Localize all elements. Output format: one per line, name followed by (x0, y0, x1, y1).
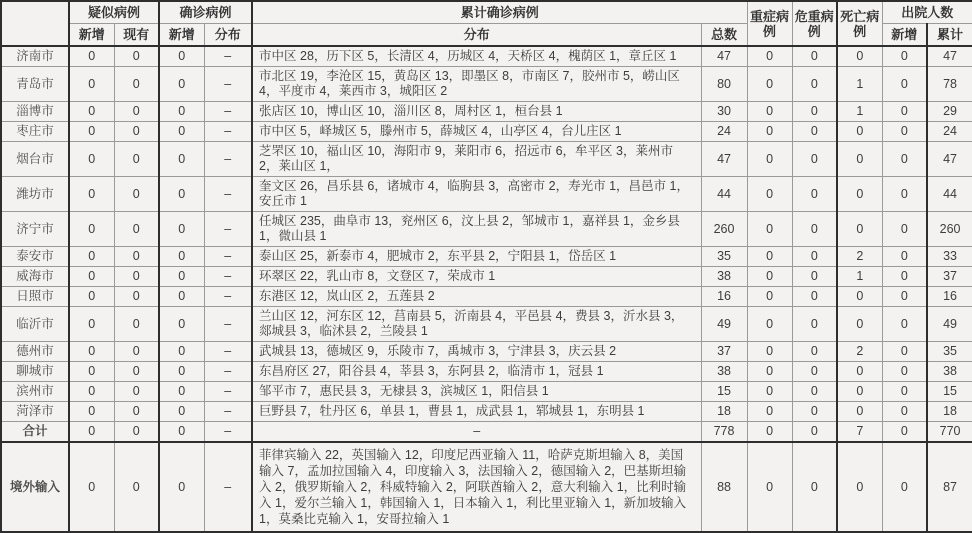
value-cell: 0 (837, 442, 882, 532)
distribution-cell: 武城县 13，德城区 9，乐陵市 7，禹城市 3，宁津县 3，庆云县 2 (252, 342, 701, 362)
value-cell: – (204, 422, 252, 443)
value-cell: 0 (114, 177, 159, 212)
distribution-cell: – (252, 422, 701, 443)
value-cell: 47 (927, 46, 972, 67)
distribution-cell: 菲律宾输入 22，英国输入 12，印度尼西亚输入 11，哈萨克斯坦输入 8，美国输入 7，孟加拉国输入 4，印度输入 3，法国输入 2，德国输入 2，巴基斯坦输入 2，俄罗斯输入 2，科威特输入 2，阿联酋输入 2，意大利输入 1，比利时输入 1，爱尔兰输入 1，韩国输入 1，日本输入 1，利比里亚输入 1，新加坡输入 1，莫桑比克输入 1，安哥拉输入 1 (252, 442, 701, 532)
table-row (1, 287, 972, 307)
cumulative-distribution-header: 分布 (252, 24, 701, 47)
value-cell: 15 (927, 382, 972, 402)
value-cell: 0 (69, 287, 114, 307)
value-cell: 0 (114, 67, 159, 102)
value-cell: 0 (747, 177, 792, 212)
table-row (1, 362, 972, 382)
value-cell: 0 (159, 422, 204, 443)
value-cell: 0 (747, 122, 792, 142)
value-cell: 0 (837, 382, 882, 402)
distribution-cell: 市中区 28，历下区 5，长清区 4，历城区 4，天桥区 4，槐荫区 1，章丘区 1 (252, 46, 701, 67)
value-cell: 0 (159, 67, 204, 102)
distribution-cell: 张店区 10，博山区 10，淄川区 8，周村区 1，桓台县 1 (252, 102, 701, 122)
value-cell: 0 (159, 122, 204, 142)
value-cell: 87 (927, 442, 972, 532)
discharged-new-header: 新增 (882, 24, 927, 47)
value-cell: 0 (159, 267, 204, 287)
value-cell: – (204, 267, 252, 287)
value-cell: 0 (159, 212, 204, 247)
value-cell: – (204, 177, 252, 212)
cumulative-confirmed-group-header: 累计确诊病例 (252, 1, 747, 24)
value-cell: 0 (114, 247, 159, 267)
value-cell: – (204, 212, 252, 247)
value-cell: 16 (701, 287, 747, 307)
value-cell: 0 (792, 122, 837, 142)
value-cell: 260 (701, 212, 747, 247)
value-cell: 0 (882, 307, 927, 342)
value-cell: 0 (747, 142, 792, 177)
value-cell: 0 (114, 122, 159, 142)
table-row (1, 177, 972, 212)
value-cell: 0 (747, 382, 792, 402)
value-cell: 0 (882, 46, 927, 67)
value-cell: 0 (792, 46, 837, 67)
city-cell: 合计 (1, 422, 69, 443)
value-cell: – (204, 402, 252, 422)
value-cell: 0 (114, 342, 159, 362)
value-cell: 0 (69, 362, 114, 382)
value-cell: 0 (114, 287, 159, 307)
value-cell: 0 (69, 142, 114, 177)
cumulative-total-header: 总数 (701, 24, 747, 47)
value-cell: 770 (927, 422, 972, 443)
table-header (1, 1, 972, 46)
value-cell: 0 (159, 362, 204, 382)
city-cell: 菏泽市 (1, 402, 69, 422)
city-cell: 德州市 (1, 342, 69, 362)
value-cell: 0 (114, 442, 159, 532)
value-cell: 0 (69, 177, 114, 212)
table-row (1, 67, 972, 102)
value-cell: 0 (159, 442, 204, 532)
value-cell: 0 (69, 402, 114, 422)
value-cell: 0 (69, 442, 114, 532)
value-cell: 0 (882, 142, 927, 177)
value-cell: – (204, 442, 252, 532)
value-cell: 37 (701, 342, 747, 362)
suspected-cases-group-header: 疑似病例 (69, 1, 159, 24)
value-cell: 0 (747, 342, 792, 362)
city-column-header (1, 1, 69, 46)
city-cell: 泰安市 (1, 247, 69, 267)
value-cell: 260 (927, 212, 972, 247)
distribution-cell: 芝罘区 10，福山区 10，海阳市 9，莱阳市 6，招远市 6，牟平区 3，莱州市 2，莱山区 1， (252, 142, 701, 177)
value-cell: 0 (882, 102, 927, 122)
value-cell: – (204, 247, 252, 267)
confirmed-new-header: 新增 (159, 24, 204, 47)
value-cell: 29 (927, 102, 972, 122)
value-cell: 0 (159, 102, 204, 122)
value-cell: 47 (701, 46, 747, 67)
value-cell: 0 (792, 287, 837, 307)
value-cell: 0 (159, 402, 204, 422)
value-cell: 0 (792, 102, 837, 122)
value-cell: 0 (837, 307, 882, 342)
value-cell: 0 (747, 102, 792, 122)
value-cell: 0 (792, 177, 837, 212)
distribution-cell: 兰山区 12，河东区 12，莒南县 5，沂南县 4，平邑县 4，费县 3，沂水县 3，郯城县 3，临沭县 2，兰陵县 1 (252, 307, 701, 342)
value-cell: 0 (159, 342, 204, 362)
value-cell: 0 (882, 442, 927, 532)
value-cell: 38 (927, 362, 972, 382)
distribution-cell: 巨野县 7，牡丹区 6，单县 1，曹县 1，成武县 1，郓城县 1，东明县 1 (252, 402, 701, 422)
value-cell: 0 (837, 402, 882, 422)
value-cell: 0 (69, 307, 114, 342)
value-cell: 0 (792, 362, 837, 382)
value-cell: 0 (747, 67, 792, 102)
value-cell: 44 (701, 177, 747, 212)
value-cell: 35 (701, 247, 747, 267)
value-cell: 0 (69, 212, 114, 247)
critical-cases-header: 危重病例 (792, 1, 837, 46)
value-cell: 0 (114, 422, 159, 443)
value-cell: 0 (747, 287, 792, 307)
value-cell: 0 (114, 46, 159, 67)
value-cell: 0 (114, 402, 159, 422)
value-cell: 0 (114, 267, 159, 287)
value-cell: – (204, 102, 252, 122)
value-cell: 0 (792, 307, 837, 342)
value-cell: 0 (747, 267, 792, 287)
distribution-cell: 环翠区 22，乳山市 8，文登区 7，荣成市 1 (252, 267, 701, 287)
value-cell: 49 (927, 307, 972, 342)
value-cell: 0 (792, 422, 837, 443)
value-cell: 0 (747, 362, 792, 382)
value-cell: 47 (701, 142, 747, 177)
value-cell: 1 (837, 67, 882, 102)
value-cell: 0 (882, 362, 927, 382)
value-cell: 0 (792, 267, 837, 287)
value-cell: 0 (69, 422, 114, 443)
value-cell: 0 (837, 177, 882, 212)
city-cell: 临沂市 (1, 307, 69, 342)
value-cell: 0 (882, 342, 927, 362)
value-cell: 0 (114, 142, 159, 177)
value-cell: 0 (114, 212, 159, 247)
value-cell: 0 (159, 247, 204, 267)
value-cell: – (204, 122, 252, 142)
distribution-cell: 泰山区 25，新泰市 4，肥城市 2，东平县 2，宁阳县 1，岱岳区 1 (252, 247, 701, 267)
value-cell: – (204, 46, 252, 67)
value-cell: – (204, 342, 252, 362)
value-cell: 778 (701, 422, 747, 443)
value-cell: 0 (159, 177, 204, 212)
value-cell: 0 (747, 422, 792, 443)
value-cell: 0 (159, 46, 204, 67)
value-cell: 0 (747, 46, 792, 67)
value-cell: 0 (747, 247, 792, 267)
value-cell: 0 (882, 212, 927, 247)
value-cell: 0 (747, 442, 792, 532)
confirmed-distribution-header: 分布 (204, 24, 252, 47)
value-cell: 0 (747, 307, 792, 342)
death-cases-header: 死亡病例 (837, 1, 882, 46)
value-cell: 0 (837, 287, 882, 307)
city-cell: 济宁市 (1, 212, 69, 247)
value-cell: 0 (792, 382, 837, 402)
value-cell: 2 (837, 247, 882, 267)
value-cell: 33 (927, 247, 972, 267)
city-cell: 聊城市 (1, 362, 69, 382)
severe-cases-header: 重症病例 (747, 1, 792, 46)
value-cell: 0 (882, 267, 927, 287)
value-cell: 24 (701, 122, 747, 142)
value-cell: – (204, 382, 252, 402)
header-row-groups (1, 1, 972, 24)
table-row (1, 142, 972, 177)
city-cell: 枣庄市 (1, 122, 69, 142)
value-cell: 0 (837, 362, 882, 382)
value-cell: 80 (701, 67, 747, 102)
value-cell: 0 (792, 402, 837, 422)
value-cell: 0 (792, 142, 837, 177)
value-cell: 0 (882, 177, 927, 212)
value-cell: 0 (69, 46, 114, 67)
value-cell: 0 (69, 102, 114, 122)
suspected-new-header: 新增 (69, 24, 114, 47)
value-cell: 18 (927, 402, 972, 422)
value-cell: 0 (114, 307, 159, 342)
value-cell: 0 (114, 102, 159, 122)
city-cell: 潍坊市 (1, 177, 69, 212)
value-cell: 0 (69, 67, 114, 102)
table-row (1, 267, 972, 287)
value-cell: 0 (159, 142, 204, 177)
value-cell: 16 (927, 287, 972, 307)
city-cell: 日照市 (1, 287, 69, 307)
value-cell: 49 (701, 307, 747, 342)
value-cell: 2 (837, 342, 882, 362)
distribution-cell: 东港区 12，岚山区 2，五莲县 2 (252, 287, 701, 307)
value-cell: 0 (882, 287, 927, 307)
city-cell: 境外输入 (1, 442, 69, 532)
value-cell: – (204, 307, 252, 342)
value-cell: 30 (701, 102, 747, 122)
city-cell: 青岛市 (1, 67, 69, 102)
value-cell: 0 (747, 212, 792, 247)
value-cell: – (204, 287, 252, 307)
distribution-cell: 任城区 235，曲阜市 13，兖州区 6，汶上县 2，邹城市 1，嘉祥县 1，金乡县 1，微山县 1 (252, 212, 701, 247)
suspected-existing-header: 现有 (114, 24, 159, 47)
value-cell: 0 (792, 342, 837, 362)
city-cell: 威海市 (1, 267, 69, 287)
value-cell: 0 (69, 382, 114, 402)
value-cell: 0 (837, 46, 882, 67)
confirmed-cases-group-header: 确诊病例 (159, 1, 252, 24)
value-cell: 35 (927, 342, 972, 362)
value-cell: 38 (701, 362, 747, 382)
value-cell: 38 (701, 267, 747, 287)
distribution-cell: 市北区 19，李沧区 15，黄岛区 13，即墨区 8，市南区 7，胶州市 5，崂山区 4，平度市 4，莱西市 3，城阳区 2 (252, 67, 701, 102)
city-cell: 滨州市 (1, 382, 69, 402)
value-cell: 0 (747, 402, 792, 422)
value-cell: 0 (69, 267, 114, 287)
value-cell: 0 (882, 402, 927, 422)
value-cell: – (204, 362, 252, 382)
distribution-cell: 市中区 5，峄城区 5，滕州市 5，薛城区 4，山亭区 4，台儿庄区 1 (252, 122, 701, 142)
value-cell: 0 (159, 382, 204, 402)
table-row (1, 442, 972, 532)
table-row (1, 402, 972, 422)
value-cell: 0 (792, 442, 837, 532)
table-row (1, 212, 972, 247)
value-cell: 15 (701, 382, 747, 402)
value-cell: 0 (882, 382, 927, 402)
value-cell: 0 (159, 287, 204, 307)
value-cell: 0 (69, 342, 114, 362)
value-cell: 0 (882, 122, 927, 142)
table-row (1, 307, 972, 342)
discharged-group-header: 出院人数 (882, 1, 972, 24)
value-cell: 47 (927, 142, 972, 177)
table-body (1, 46, 972, 532)
table-row (1, 102, 972, 122)
table-row (1, 342, 972, 362)
table-row (1, 422, 972, 443)
value-cell: 0 (882, 422, 927, 443)
value-cell: 1 (837, 102, 882, 122)
value-cell: – (204, 142, 252, 177)
table-row (1, 382, 972, 402)
value-cell: 0 (882, 247, 927, 267)
value-cell: 37 (927, 267, 972, 287)
value-cell: 0 (882, 67, 927, 102)
value-cell: 0 (837, 212, 882, 247)
value-cell: 88 (701, 442, 747, 532)
value-cell: 7 (837, 422, 882, 443)
value-cell: 24 (927, 122, 972, 142)
value-cell: 0 (792, 67, 837, 102)
value-cell: 0 (792, 247, 837, 267)
distribution-cell: 奎文区 26，昌乐县 6，诸城市 4，临朐县 3，高密市 2，寿光市 1，昌邑市 1，安丘市 1 (252, 177, 701, 212)
table-row (1, 122, 972, 142)
value-cell: 0 (114, 382, 159, 402)
distribution-cell: 邹平市 7，惠民县 3，无棣县 3，滨城区 1，阳信县 1 (252, 382, 701, 402)
value-cell: 18 (701, 402, 747, 422)
value-cell: 1 (837, 267, 882, 287)
value-cell: 78 (927, 67, 972, 102)
city-cell: 烟台市 (1, 142, 69, 177)
value-cell: 0 (69, 247, 114, 267)
discharged-cumulative-header: 累计 (927, 24, 972, 47)
table-row (1, 247, 972, 267)
city-cell: 济南市 (1, 46, 69, 67)
value-cell: 44 (927, 177, 972, 212)
value-cell: 0 (159, 307, 204, 342)
value-cell: 0 (837, 122, 882, 142)
city-cell: 淄博市 (1, 102, 69, 122)
value-cell: – (204, 67, 252, 102)
distribution-cell: 东昌府区 27，阳谷县 4，莘县 3，东阿县 2，临清市 1，冠县 1 (252, 362, 701, 382)
table-row (1, 46, 972, 67)
value-cell: 0 (69, 122, 114, 142)
value-cell: 0 (114, 362, 159, 382)
value-cell: 0 (792, 212, 837, 247)
value-cell: 0 (837, 142, 882, 177)
